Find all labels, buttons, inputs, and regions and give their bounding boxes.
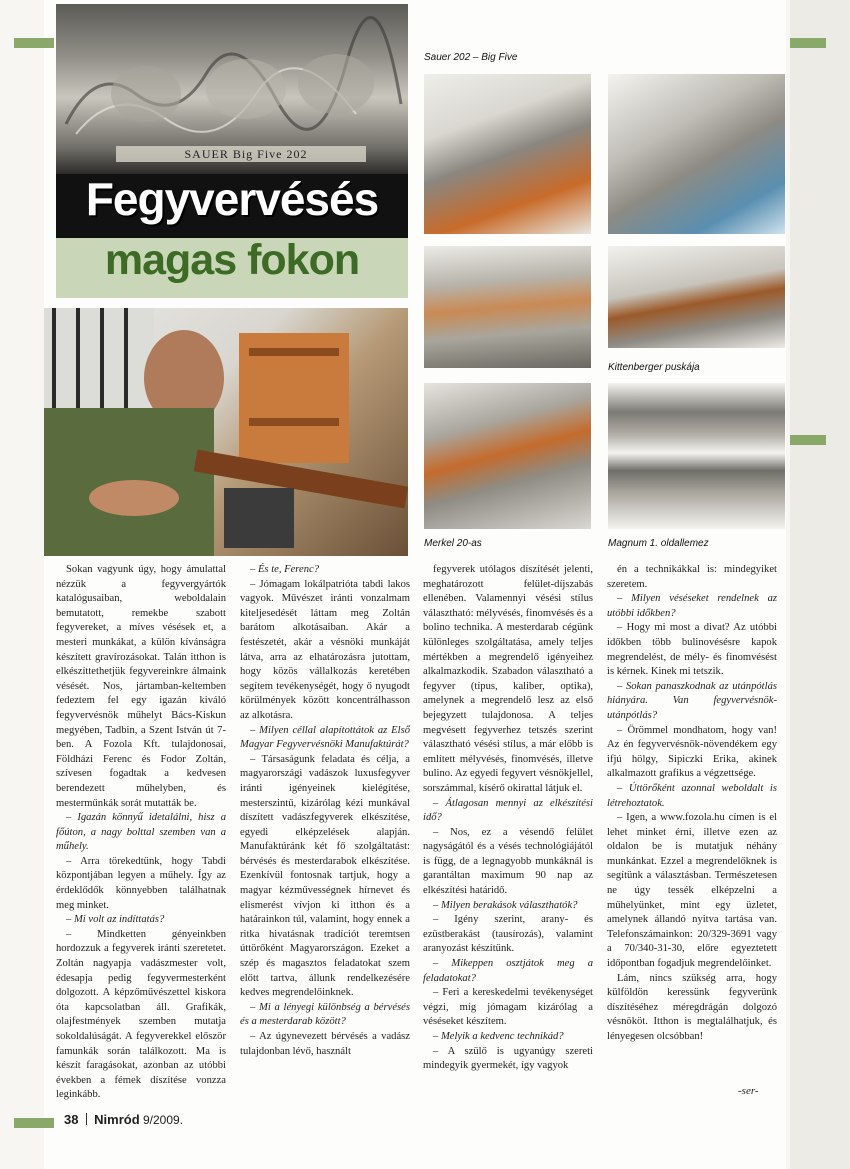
page-edge [790, 0, 850, 1169]
footer-green-bar [14, 1118, 54, 1128]
engraved-sauer-photo [56, 4, 408, 174]
text-column-1 [56, 563, 226, 1103]
top-left-green-bar [14, 38, 54, 48]
body-paragraph: – Mindketten gényeinkben hordozzuk a fegyverek iránti szeretetet. Zoltán nagyapja vadászmester volt, édesapja pedig fegyvermesterként dolgozott. A képzőművészettel kiskora óta kapcsolatban áll. Grafikák, olajfestmények szemben mutatja sokoldalúságát. A fegyverekkel először famunkák során találkozott. Ma is készít faragásokat, azonban az utóbbi években a fémek díszítése vonzza leginkább. [56, 928, 226, 1101]
body-paragraph: – A szülő is ugyanúgy szereti mindegyik gyermekét, így vagyok [423, 1045, 593, 1072]
body-paragraph: Sokan vagyunk úgy, hogy ámulattal nézzük a fegyvergyártók katalógusaiban, weboldalain bemutatott, remekbe szabott fegyvereket, a míves vésések et, a mesteri munkákat, a külön kívánságra készített gravírozásokat. Talán itthon is elkészíttethetjük fegyvereinkre álmaink vésését. Nos, jártamban-keltemben fedeztem fel egy igazán kiváló fegyvervésnök műhelyt Bács-Kiskun megyében, Tadbin, a Szent István út 7-ben. A Fozola Kft. tulajdonosai, Földházi Ferenc és Fodor Zoltán, szívesen fogadtak a kedvesen berendezett műhelyben, és mesterműnkák sorát mutatták be. [56, 564, 226, 809]
page-number: 38 [64, 1112, 79, 1127]
question-paragraph: – És te, Ferenc? [250, 564, 320, 575]
caption-merkel: Merkel 20-as [424, 538, 482, 549]
workshop-scene [44, 308, 408, 556]
question-paragraph: – Úttörőként azonnal weboldalt is létrehoztatok. [607, 782, 777, 809]
gun-photo-1 [424, 74, 591, 234]
engraving-label: SAUER Big Five 202 [184, 147, 308, 161]
body-paragraph: – Hogy mi most a divat? Az utóbbi időkben több bulinovésésre kapok megrendelést, de mély- és finomvésést is kérnek. Kinek mi tetszik. [607, 622, 777, 678]
footer [64, 1112, 183, 1127]
body-paragraph: – Igen, a www.fozola.hu címen is el lehet minket érni, illetve ezen az oldalon be is mutatjuk néhány munkánkat. Ezzel a megrendelőknek is segítünk a választásban. Természetesen ne úgy tessék elképzelni a műhelyünket, mint egy üzletet, amelynek állandó nyitva tartása van. Telefonszámainkon: 20/329-3691 vagy a 70/340-31-30, előre egyeztetett időpontban fogadjuk megrendelőinket. [607, 812, 777, 970]
engraver-workshop-photo [44, 308, 408, 556]
body-paragraph: Lám, nincs szükség arra, hogy külföldön keressünk fegyverünk díszítéséhez méregdrágán dolgozó vésnököt. Itthon is megtalálhatjuk, és lényegesen olcsóbban! [607, 972, 777, 1042]
headline-line2: magas fokon [104, 236, 360, 284]
question-paragraph: – Milyen céllal alapítottátok az Első Magyar Fegyvervésnöki Manufaktúrát? [240, 724, 410, 751]
mid-right-green-bar [790, 435, 826, 445]
body-paragraph: – Jómagam lokálpatrióta tabdi lakos vagyok. Művészet iránti vonzalmam kiteljesedését láttam meg Zoltán barátom alkotásaiban. Akár a festészetét, akár a vésnöki munkáját látva, arra az elhatározásra jutottam, hogy közös vállalkozás keretében segítem tevékenységét, hogy ő nyugodt körülmények között koncentrálhasson az alkotásra. [240, 578, 410, 721]
body-paragraph: – Feri a kereskedelmi tevékenységet végzi, míg jómagam kizárólag a véséseket készítem. [423, 987, 593, 1028]
question-paragraph: – Átlagosan mennyi az elkészítési idő? [423, 797, 593, 824]
question-paragraph: – Milyen berakások választhatók? [433, 899, 578, 911]
question-paragraph: – Igazán könnyű idetalálni, hisz a főúton, a nagy bolttal szemben van a műhely. [56, 812, 226, 853]
body-paragraph: fegyverek utólagos díszítését jelenti, meghatározott felület-díjszabás ellenében. Valamennyi vésési stílus választható: mélyvésés, finomvésés és a bolino technika. A mesterdarab cégünk különleges szolgáltatása, amely teljes mértékben a megrendelő igényeihez alkalmazkodik. Szabadon választható a fegyver (típus, kaliber, optika), amelynek a megrendelő lesz az első bejegyzett tulajdonosa. A teljes megvésett fegyverhez tetszés szerint választható vésési stílus, a már előbb is említett mélyvésés, finomvésés, illetve bulino. Az egyedi fegyvert vésnökjellel, sorszámmal, kísérő okirattal látjuk el. [423, 564, 593, 794]
question-paragraph: – Melyik a kedvenc technikád? [433, 1031, 564, 1042]
body-paragraph: – Társaságunk feladata és célja, a magyarországi vadászok luxusfegyver iránti igényeinek kielégítése, mesterszintű, kizárólag kézi munkával díszített vadászfegyverek elkészítése, egyedi elképzelések alapján. Manufaktúránk két fő szolgáltatást: bérvésés és mesterdarabok elkészítése. Ezenkívül fontosnak tartjuk, hogy a magyar kézművességnek hírnevet és elismerést vívjon ki itthon és a határainkon túl, valamint, hogy ennek a ritka hivatásnak tradíciót teremtsen úttörőként Magyarországon. Ezeket a szép és magasztos feladatokat szem előtt tartva, állunk rendelkezésére kedves megrendelőinknek. [240, 753, 410, 999]
text-column-3 [423, 563, 593, 1074]
gun-photo-2 [608, 74, 785, 234]
caption-sauer: Sauer 202 – Big Five [424, 52, 518, 63]
body-paragraph: – Az úgynevezett bérvésés a vadász tulajdonban lévő, használt [240, 1031, 410, 1057]
text-column-4 [607, 563, 777, 1045]
body-paragraph: – Arra törekedtünk, hogy Tabdi központjában legyen a műhely. Így az érdeklődők könnyebben találhatnak meg minket. [56, 855, 226, 911]
gun-photo-4 [608, 246, 785, 348]
caption-kittenberger: Kittenberger puskája [608, 362, 700, 373]
body-paragraph: – Igény szerint, arany- és ezüstberakást (tausírozás), valamint aranyozást készítünk. [423, 914, 593, 955]
signature: -ser- [738, 1085, 759, 1097]
headline-line1: Fegyvervésés [85, 173, 379, 225]
issue-number: 9/2009. [143, 1113, 184, 1127]
question-paragraph: – Mi volt az indíttatás? [66, 914, 165, 926]
body-paragraph: – Örömmel mondhatom, hogy van! Az én fegyvervésnök-növendékem egy ifjú hölgy, Sipiczki Erika, akinek alkalmazott grafikus a végzettsége. [607, 724, 777, 780]
question-paragraph: – Sokan panaszkodnak az utánpótlás hiányára. Van fegyvervésnök-utánpótlás? [607, 680, 777, 721]
text-column-2 [240, 563, 410, 1059]
footer-separator [86, 1113, 87, 1125]
question-paragraph: – Mikeppen osztjátok meg a feladatokat? [423, 958, 593, 984]
gun-photo-5 [424, 383, 591, 529]
body-paragraph: – Nos, ez a vésendő felület nagyságától és a vésés technológiájától is függ, de a legnagyobb munkáknál is garantáltan maximum 90 nap az elkészítési határidő. [423, 826, 593, 897]
caption-magnum: Magnum 1. oldallemez [608, 538, 709, 549]
magazine-name: Nimród [94, 1112, 140, 1127]
top-right-green-bar [790, 38, 826, 48]
gun-photo-3 [424, 246, 591, 368]
gun-photo-6 [608, 383, 785, 529]
body-paragraph: én a technikákkal is: mindegyiket szeretem. [607, 564, 777, 590]
question-paragraph: – Mi a lényegi különbség a bérvésés és a mesterdarab között? [240, 1001, 410, 1028]
question-paragraph: – Milyen véséseket rendelnek az utóbbi időkben? [607, 593, 777, 619]
